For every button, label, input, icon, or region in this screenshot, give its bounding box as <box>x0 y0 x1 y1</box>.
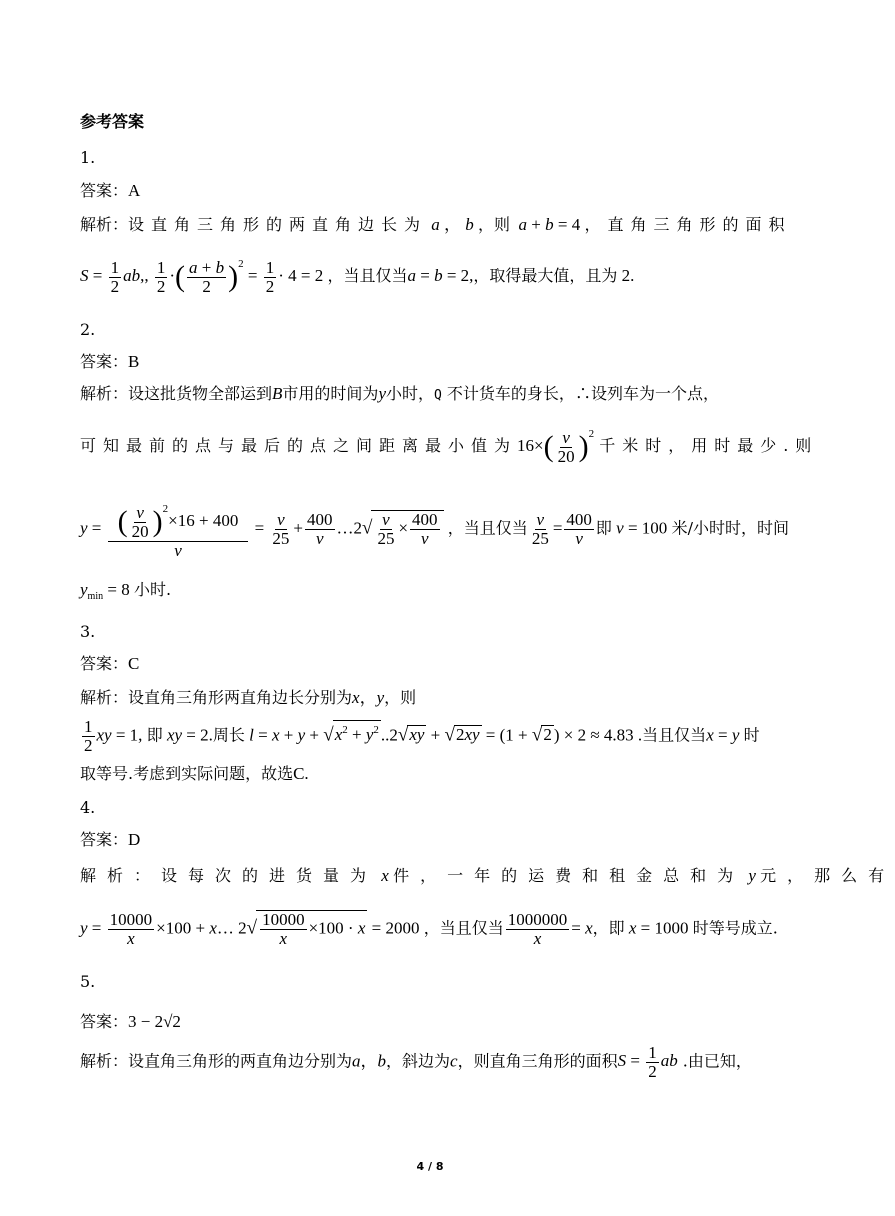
analysis-text: ，即 <box>592 918 625 938</box>
answer-value: 3 − 2√2 <box>128 1012 181 1031</box>
analysis-text: ，当且仅当 <box>327 266 408 285</box>
analysis-text: 设这批货物全部运到 <box>128 384 273 403</box>
item-4-formula: y = $\frac{10000}{x}$ ×100 + x… 2√ $\frac{10000}{x}$ ×100 · x = 2000 ，当且仅当 $\frac{1000000}{x}$ = x，即 x = 1000 时等号成立. <box>80 910 778 948</box>
item-1-number: 1. <box>80 148 96 167</box>
page-heading: 参考答案 <box>80 112 145 131</box>
choice: C. <box>293 764 309 783</box>
item-5-answer <box>80 1012 181 1032</box>
item-3-formula: $\frac{1}{2}$ xy = 1, 即 xy = 2.周长 $l = x + y + √x^2 + y^2$ ..2√xy + √2xy = (1 + √2 ) × 2 ≈ 4.83 .当且仅当x = y 时 <box>84 717 760 755</box>
answer-label: 答案： <box>80 181 129 200</box>
page-number: 4 / 8 <box>416 1160 444 1173</box>
answer-value: B <box>128 352 140 371</box>
analysis-text: 市用的时间为 <box>282 384 379 403</box>
item-4-analysis-line-1: 解析：设每次的进货量为 x 件，一年的运费和租金总和为 y 元，那么有 <box>80 866 895 885</box>
analysis-label: 解析： <box>80 215 129 234</box>
analysis-text: ，斜边为 <box>386 1051 451 1071</box>
analysis-text: 周长 <box>212 725 245 745</box>
analysis-text: 不计货车的身长， <box>446 384 575 403</box>
answer-label: 答案： <box>80 1012 129 1031</box>
analysis-label: 解析： <box>80 866 162 885</box>
analysis-text: ，取得最大值，且为 <box>473 266 618 285</box>
item-2-answer <box>80 352 139 372</box>
analysis-text: 即 <box>146 725 163 745</box>
answer-label: 答案： <box>80 830 129 849</box>
item-2-result: $y_{min} = 8$ 小时. <box>80 580 172 602</box>
analysis-text: 设直角三角形的两直角边分别为 <box>128 1051 353 1071</box>
analysis-text: ，直角三角形的面积 <box>584 215 792 234</box>
item-3-number: 3. <box>80 622 96 641</box>
analysis-text: 元，那么有 <box>760 866 895 885</box>
analysis-text: ，当且仅当 <box>447 518 528 538</box>
item-3-answer <box>80 654 139 674</box>
item-3-analysis-line-1: 解析：设直角三角形两直角边长分别为x，y，则 <box>80 688 417 707</box>
item-5-number: 5. <box>80 972 96 991</box>
analysis-text: 可知最前的点与最后的点之间距离最小值为 <box>80 436 518 455</box>
analysis-text: 即 <box>595 518 612 538</box>
answer-value: D <box>128 830 141 849</box>
answer-label: 答案： <box>80 352 129 371</box>
answer-value: C <box>128 654 140 673</box>
analysis-text: 千米时，用时最少.则 <box>599 436 819 455</box>
analysis-text: 时 <box>743 725 760 745</box>
analysis-text: 当且仅当 <box>642 725 707 745</box>
analysis-text: 小时. <box>133 580 172 599</box>
q-symbol: Q <box>434 388 442 403</box>
item-2-analysis-line-1: 解析：设这批货物全部运到B市用的时间为y小时，Q 不计货车的身长，∴设列车为一个点， <box>80 384 719 403</box>
item-2-formula: y = ( $\frac{v}{20}$ )$^2$×16 + 400 v = $\frac{v}{25}$ + $\frac{400}{v}$ …2√ $\frac{v}{25}$ × $\frac{400}{v}$ ，当且仅当 $\frac{v}{25}$ = $\frac{400}{v}$ 即 v = 100 米/小时时，时间 <box>80 500 789 560</box>
analysis-text: .由已知， <box>682 1051 752 1071</box>
answer-label: 答案： <box>80 654 129 673</box>
analysis-text: 取等号.考虑到实际问题，故选 <box>80 764 294 783</box>
item-1-analysis-line-1: 解析：设直角三角形的两直角边长为 a ， b ，则 a + b = 4 ，直角三角形的面积 <box>80 215 792 234</box>
analysis-text: ，则 <box>384 688 417 707</box>
analysis-text: 设直角三角形的两直角边长为 <box>128 215 428 234</box>
analysis-text: 设列车为一个点， <box>590 384 719 403</box>
analysis-text: 米/小时时，时间 <box>671 518 789 538</box>
analysis-text: 时等号成立. <box>692 918 778 938</box>
item-1-formula: S = $\frac{1}{2}$ ab,, $\frac{1}{2}$ ·( $\frac{a + b}{2}$ )$^2$ = $\frac{1}{2}$ · 4 = 2 ，当且仅当a = b = 2,，取得最大值，且为 2. <box>80 257 635 296</box>
analysis-text: 设每次的进货量为 <box>161 866 378 885</box>
item-4-number: 4. <box>80 798 96 817</box>
analysis-label: 解析： <box>80 384 129 403</box>
analysis-label: 解析： <box>80 688 129 707</box>
analysis-text: 件，一年的运费和租金总和为 <box>393 866 745 885</box>
item-4-answer <box>80 830 140 850</box>
analysis-text: ，则直角三角形的面积 <box>457 1051 618 1071</box>
max-value: 2. <box>621 266 635 285</box>
analysis-text: ，则 <box>478 215 511 234</box>
analysis-text: ，当且仅当 <box>423 918 504 938</box>
item-1-answer <box>80 181 140 201</box>
analysis-text: 小时， <box>385 384 434 403</box>
item-5-analysis-line-1: 解析：设直角三角形的两直角边分别为a，b，斜边为c，则直角三角形的面积S = $\frac{1}{2}$ ab .由已知， <box>80 1043 752 1081</box>
analysis-label: 解析： <box>80 1051 129 1071</box>
answer-value: A <box>128 181 141 200</box>
item-2-number: 2. <box>80 320 96 339</box>
analysis-text: 设直角三角形两直角边长分别为 <box>128 688 353 707</box>
item-3-analysis-line-3 <box>80 764 309 784</box>
item-2-analysis-line-2: 可知最前的点与最后的点之间距离最小值为16×( $\frac{v}{20}$ )$^2$ 千米时，用时最少.则 <box>80 427 819 466</box>
